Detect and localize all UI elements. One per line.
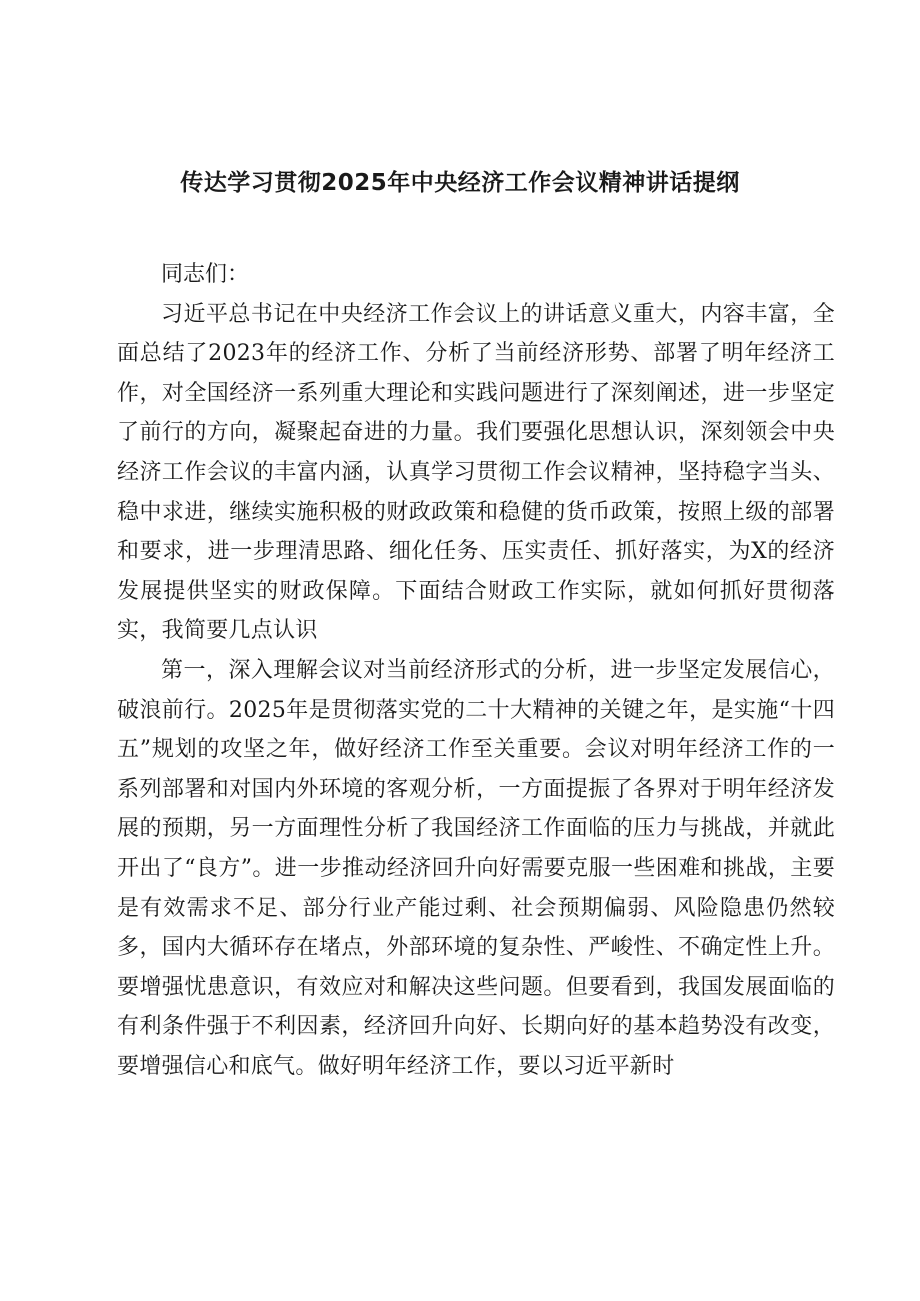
document-title: 传达学习贯彻2025年中央经济工作会议精神讲话提纲 <box>180 170 740 196</box>
salutation: 同志们： <box>161 262 250 287</box>
paragraph-intro: 习近平总书记在中央经济工作会议上的讲话意义重大，内容丰富，全面总结了2023年的经济工作、分析了当前经济形势、部署了明年经济工作，对全国经济一系列重大理论和实践问题进行了深刻阐述，进一步坚定了前行的方向，凝聚起奋进的力量。我们要强化思想认识，深刻领会中央经济工作会议的丰富内涵，认真学习贯彻工作会议精神，坚持稳字当头、稳中求进，继续实施积极的财政政策和稳健的货币政策，按照上级的部署和要求，进一步理清思路、细化任务、压实责任、抓好落实，为X的经济发展提供坚实的财政保障。下面结合财政工作实际，就如何抓好贯彻落实，我简要几点认识 <box>117 301 835 644</box>
paragraph-point-one: 第一，深入理解会议对当前经济形式的分析，进一步坚定发展信心，破浪前行。2025年是贯彻落实党的二十大精神的关键之年，是实施“十四五”规划的攻坚之年，做好经济工作至关重要。会议对明年经济工作的一系列部署和对国内外环境的客观分析，一方面提振了各界对于明年经济发展的预期，另一方面理性分析了我国经济工作面临的压力与挑战，并就此开出了“良方”。进一步推动经济回升向好需要克服一些困难和挑战，主要是有效需求不足、部分行业产能过剩、社会预期偏弱、风险隐患仍然较多，国内大循环存在堵点，外部环境的复杂性、严峻性、不确定性上升。要增强忧患意识，有效应对和解决这些问题。但要看到，我国发展面临的有利条件强于不利因素，经济回升向好、长期向好的基本趋势没有改变，要增强信心和底气。做好明年经济工作，要以习近平新时 <box>117 657 835 1079</box>
document-body <box>117 255 835 1086</box>
